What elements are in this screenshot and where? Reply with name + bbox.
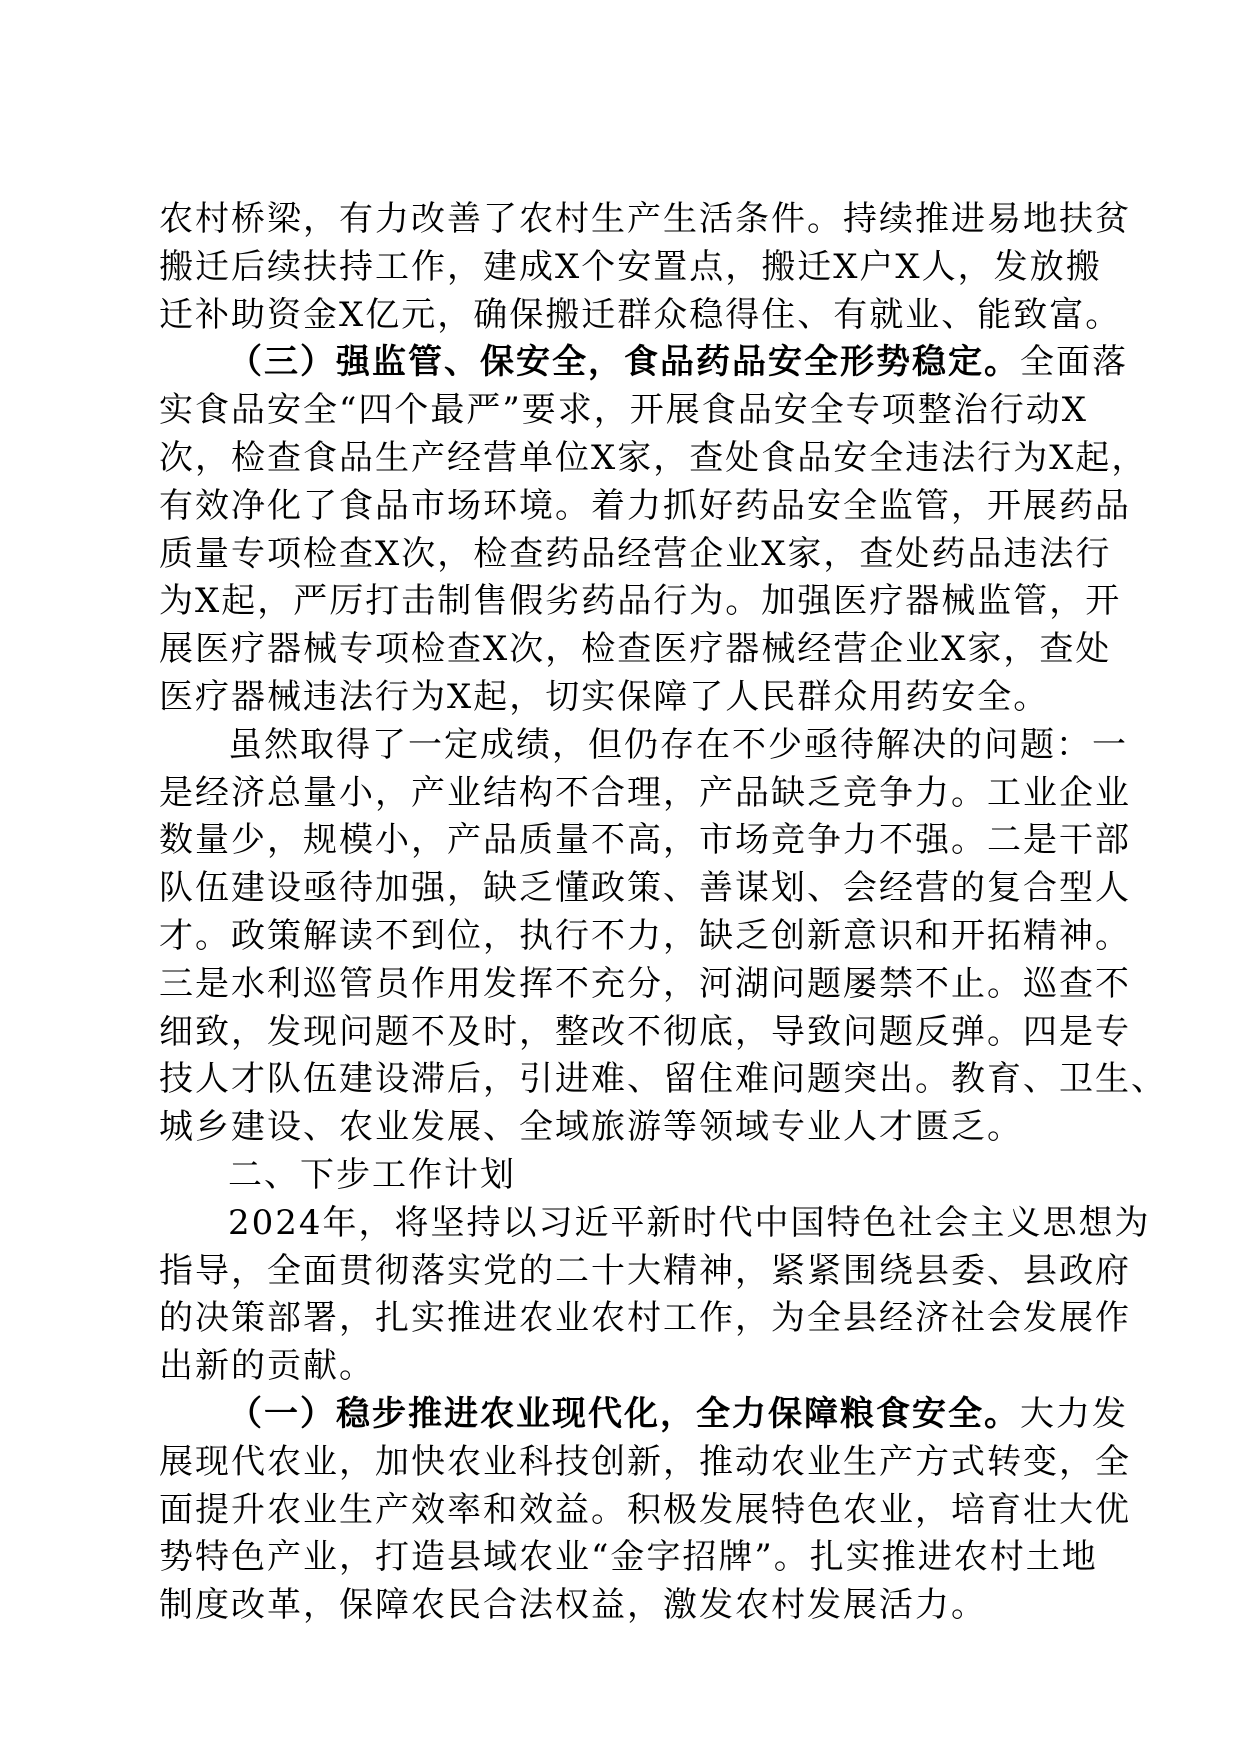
subsection-heading-line (159, 339, 1128, 387)
text-line: 次，检查食品生产经营单位X家，查处食品安全违法行为X起， (159, 437, 1148, 478)
text-line: 面提升农业生产效率和效益。积极发展特色农业，培育壮大优 (159, 1489, 1131, 1530)
subsection-heading-3: （三）强监管、保安全，食品药品安全形势稳定。 (228, 342, 1020, 383)
text-line: 有效净化了食品市场环境。着力抓好药品安全监管，开展药品 (159, 485, 1131, 526)
text-line: 2024年，将坚持以习近平新时代中国特色社会主义思想为 (228, 1202, 1151, 1243)
text-run: 全面落 (1020, 342, 1128, 383)
text-line: 城乡建设、农业发展、全域旅游等领域专业人才匮乏。 (159, 1107, 1023, 1148)
text-line: 搬迁后续扶持工作，建成X个安置点，搬迁X户X人，发放搬 (159, 246, 1102, 287)
text-line: 农村桥梁，有力改善了农村生产生活条件。持续推进易地扶贫 (159, 199, 1131, 239)
text-line: 医疗器械违法行为X起，切实保障了人民群众用药安全。 (159, 676, 1050, 717)
section-heading: 二、下步工作计划 (228, 1154, 516, 1195)
text-line: 细致，发现问题不及时，整改不彻底，导致问题反弹。四是专 (159, 1011, 1131, 1052)
text-line: 势特色产业，打造县域农业“金字招牌”。扎实推进农村土地 (159, 1537, 1098, 1578)
text-run: 大力发 (1020, 1393, 1128, 1434)
text-line: 展医疗器械专项检查X次，检查医疗器械经营企业X家，查处 (159, 629, 1112, 670)
text-line: 实食品安全“四个最严”要求，开展食品安全专项整治行动X (159, 390, 1088, 431)
subsection-heading-1: （一）稳步推进农业现代化，全力保障粮食安全。 (228, 1393, 1020, 1434)
text-line: 制度改革，保障农民合法权益，激发农村发展活力。 (159, 1585, 987, 1626)
text-line: 为X起，严厉打击制售假劣药品行为。加强医疗器械监管，开 (159, 581, 1122, 622)
text-line: 才。政策解读不到位，执行不力，缺乏创新意识和开拓精神。 (159, 915, 1131, 956)
text-line: 虽然取得了一定成绩，但仍存在不少亟待解决的问题：一 (228, 724, 1128, 765)
text-line: 出新的贡献。 (159, 1346, 375, 1387)
text-line: 的决策部署，扎实推进农业农村工作，为全县经济社会发展作 (159, 1298, 1131, 1339)
text-line: 质量专项检查X次，检查药品经营企业X家，查处药品违法行 (159, 533, 1112, 574)
text-line: 队伍建设亟待加强，缺乏懂政策、善谋划、会经营的复合型人 (159, 868, 1131, 909)
text-line: 三是水利巡管员作用发挥不充分，河湖问题屡禁不止。巡查不 (159, 963, 1131, 1004)
subsection-heading-line (159, 1391, 1128, 1439)
text-line: 数量少，规模小，产品质量不高，市场竞争力不强。二是干部 (159, 820, 1131, 861)
text-line: 迁补助资金X亿元，确保搬迁群众稳得住、有就业、能致富。 (159, 294, 1122, 335)
text-line: 展现代农业，加快农业科技创新，推动农业生产方式转变，全 (159, 1441, 1131, 1482)
text-line: 是经济总量小，产业结构不合理，产品缺乏竞争力。工业企业 (159, 772, 1131, 813)
document-body (159, 196, 1167, 1630)
text-line: 指导，全面贯彻落实党的二十大精神，紧紧围绕县委、县政府 (159, 1250, 1131, 1291)
text-line: 技人才队伍建设滞后，引进难、留住难问题突出。教育、卫生、 (159, 1059, 1167, 1100)
